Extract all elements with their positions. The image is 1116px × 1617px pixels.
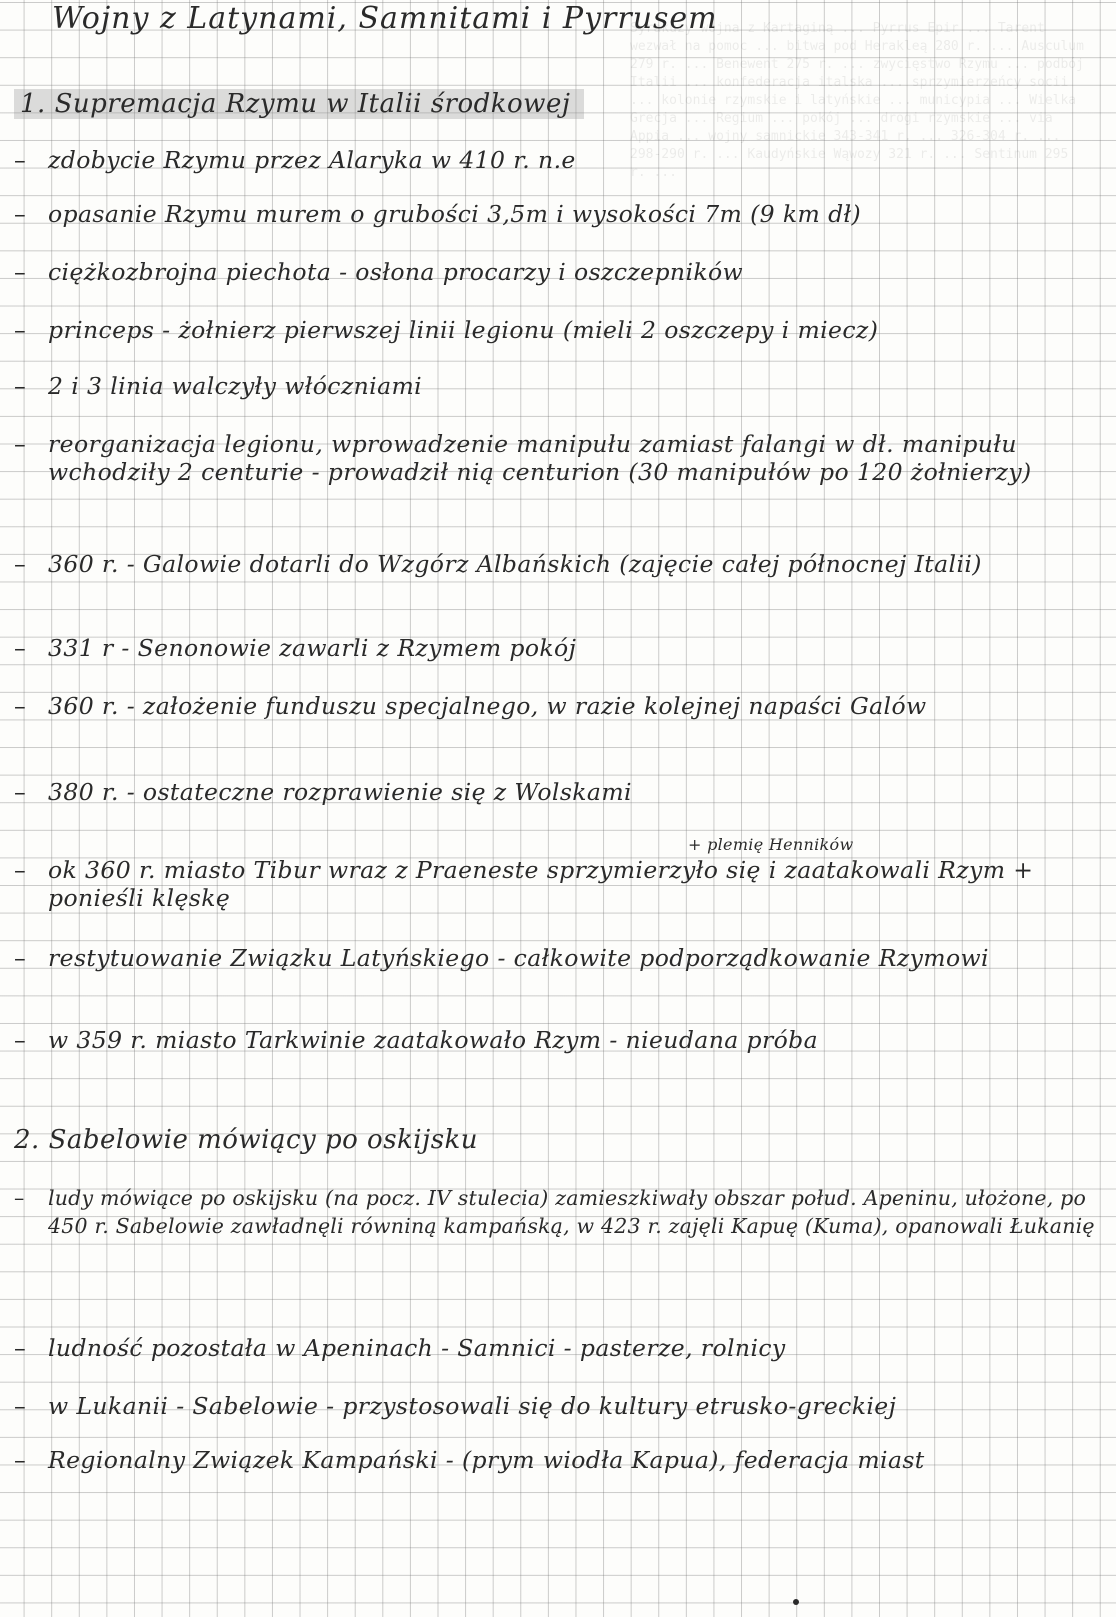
bullet-dash: – xyxy=(14,856,27,884)
page-title: Wojny z Latynami, Samnitami i Pyrrusem xyxy=(52,1,718,36)
bullet-dash: – xyxy=(14,146,27,174)
bullet-dash: – xyxy=(14,1446,27,1474)
list-item: – 360 r. - założenie funduszu specjalnego, w razie kolejnej napaści Galów xyxy=(14,692,927,720)
bullet-dash: – xyxy=(14,430,27,458)
list-item: – opasanie Rzymu murem o grubości 3,5m i wysokości 7m (9 km dł) xyxy=(14,200,862,228)
bullet-dash: – xyxy=(14,372,27,400)
section-1-heading-text: 1. Supremacja Rzymu w Italii środkowej xyxy=(14,89,584,119)
list-item: – ok 360 r. miasto Tibur wraz z Praeneste sprzymierzyło się i zaatakowali Rzym + ponieśli klęskę xyxy=(14,856,1034,912)
bullet-dash: – xyxy=(14,778,27,806)
section-1-heading xyxy=(14,88,1094,120)
ink-dot xyxy=(793,1599,799,1605)
list-item: – 380 r. - ostateczne rozprawienie się z Wolskami xyxy=(14,778,632,806)
list-item: – ciężkozbrojna piechota - osłona procarzy i oszczepników xyxy=(14,258,744,286)
bullet-dash: – xyxy=(14,1334,27,1362)
list-item: – ludność pozostała w Apeninach - Samnici - pasterze, rolnicy xyxy=(14,1334,786,1362)
list-item: – restytuowanie Związku Latyńskiego - całkowite podporządkowanie Rzymowi xyxy=(14,944,989,972)
bullet-dash: – xyxy=(14,550,27,578)
bullet-dash: – xyxy=(14,944,27,972)
list-item: – ludy mówiące po oskijsku (na pocz. IV stulecia) zamieszkiwały obszar połud. Apeninu, ułożone, po 450 r. Sabelowie zawładnęli równiną kampańską, w 423 r. zajęli Kapuę (Kuma), opanowali Łukanię xyxy=(14,1186,1095,1238)
bullet-dash: – xyxy=(14,316,27,344)
bullet-dash: – xyxy=(14,1186,25,1210)
list-item: – princeps - żołnierz pierwszej linii legionu (mieli 2 oszczepy i miecz) xyxy=(14,316,879,344)
bullet-dash: – xyxy=(14,692,27,720)
list-item: – zdobycie Rzymu przez Alaryka w 410 r. n.e xyxy=(14,146,576,174)
section-2-heading-text: 2. Sabelowie mówiący po oskijsku xyxy=(14,1125,479,1155)
list-item: – 331 r - Senonowie zawarli z Rzymem pokój xyxy=(14,634,577,662)
list-item: – w Lukanii - Sabelowie - przystosowali się do kultury etrusko-greckiej xyxy=(14,1392,897,1420)
list-item: – reorganizacja legionu, wprowadzenie manipułu zamiast falangi w dł. manipułu wchodziły 2 centurie - prowadził nią centurion (30 manipułów po 120 żołnierzy) xyxy=(14,430,1032,486)
section-2-heading xyxy=(14,1124,1094,1156)
bullet-dash: – xyxy=(14,258,27,286)
bullet-dash: – xyxy=(14,634,27,662)
bullet-dash: – xyxy=(14,1392,27,1420)
list-item: – w 359 r. miasto Tarkwinie zaatakowało Rzym - nieudana próba xyxy=(14,1026,818,1054)
list-item: – 2 i 3 linia walczyły włóczniami xyxy=(14,372,423,400)
list-item: – 360 r. - Galowie dotarli do Wzgórz Albańskich (zajęcie całej północnej Italii) xyxy=(14,550,982,578)
insert-note: + plemię Henników xyxy=(688,835,854,854)
bullet-dash: – xyxy=(14,200,27,228)
list-item: – Regionalny Związek Kampański - (prym wiodła Kapua), federacja miast xyxy=(14,1446,925,1474)
show-through-text: Syrakuzy wojna z Kartaginą ... Pyrrus Epir ... Tarent wezwał na pomoc ... bitwa pod Herakleą 280 r. ... Ausculum 279 r. ... Benewent 275 r. ... zwycięstwo Rzymu ... podbój Italii ... konfederacja italska ... sprzymierzeńcy socii ... kolonie rzymskie i latyńskie ... municypia ... Wielka Grecja ... Regium ... pokój ... drogi rzymskie ... via Appia ... wojny samnickie 343-341 r. ... 326-304 r. ... 298-290 r. ... Kaudyńskie Wąwozy 321 r. ... Sentinum 295 r. ... xyxy=(630,21,1092,180)
bullet-dash: – xyxy=(14,1026,27,1054)
